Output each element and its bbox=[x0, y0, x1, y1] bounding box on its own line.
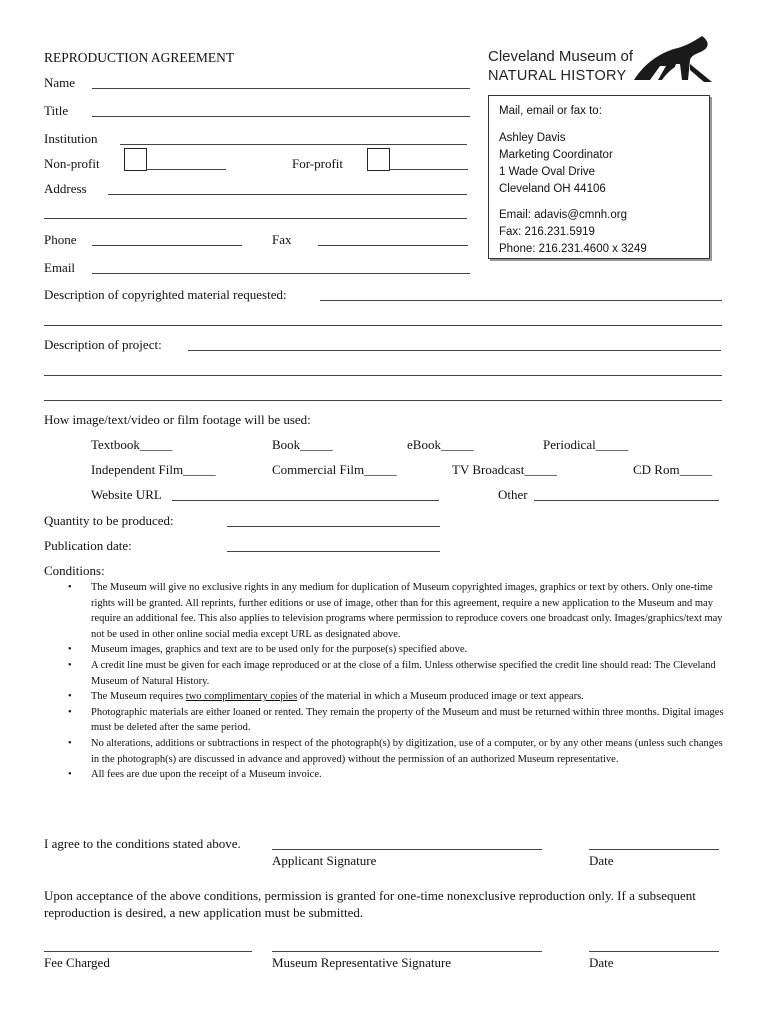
contact-header: Mail, email or fax to: bbox=[499, 105, 602, 117]
fax-label: Fax bbox=[272, 232, 292, 247]
contact-name: Ashley Davis bbox=[499, 132, 566, 144]
condition-text: Photographic materials are either loaned or rented. They remain the property of the Museum and must be returned within three months. Digital images must be deleted after the same period. bbox=[91, 706, 724, 734]
contact-box bbox=[488, 95, 710, 259]
page-title: REPRODUCTION AGREEMENT bbox=[44, 50, 235, 65]
publication-date-field[interactable] bbox=[227, 551, 440, 552]
name-field[interactable] bbox=[92, 88, 470, 89]
condition-text: All fees are due upon the receipt of a Museum invoice. bbox=[91, 769, 322, 781]
address-label: Address bbox=[44, 181, 87, 196]
applicant-signature-label: Applicant Signature bbox=[272, 853, 377, 868]
contact-fax: Fax: 216.231.5919 bbox=[499, 226, 595, 238]
condition-item bbox=[66, 705, 726, 736]
condition-text: The Museum will give no exclusive rights in any medium for duplication of Museum copyrighted images, graphics or text by others. Only one-time rights will be granted. All reprints, further editions or use of image, other than for this agreement, require a new application to the Museum and may require an additional fee. This also applies to television programs where permission to reproduce covers one broadcast only. Images/graphics/text may not be used in other online social media except URL as designated above. bbox=[91, 582, 723, 640]
title-field[interactable] bbox=[92, 116, 470, 117]
quantity-field[interactable] bbox=[227, 526, 440, 527]
conditions-list bbox=[66, 580, 726, 783]
museum-date-label: Date bbox=[589, 955, 614, 970]
project-field-1[interactable] bbox=[188, 350, 721, 351]
usage-cd-rom[interactable]: CD Rom_____ bbox=[633, 462, 713, 477]
fee-charged-label: Fee Charged bbox=[44, 955, 110, 970]
usage-independent-film[interactable]: Independent Film_____ bbox=[91, 462, 216, 477]
name-label: Name bbox=[44, 75, 76, 90]
applicant-date-field[interactable] bbox=[589, 849, 719, 850]
condition-item bbox=[66, 658, 726, 689]
condition-item bbox=[66, 767, 726, 783]
institution-label: Institution bbox=[44, 131, 98, 146]
logo-line-1: Cleveland Museum of bbox=[488, 48, 634, 65]
usage-commercial-film[interactable]: Commercial Film_____ bbox=[272, 462, 397, 477]
condition-item bbox=[66, 689, 726, 705]
phone-field[interactable] bbox=[92, 245, 242, 246]
fee-charged-field[interactable] bbox=[44, 951, 252, 952]
email-field[interactable] bbox=[92, 273, 470, 274]
address-field-2[interactable] bbox=[44, 218, 467, 219]
condition-text: Museum images, graphics and text are to be used only for the purpose(s) specified above. bbox=[91, 644, 468, 656]
condition-item bbox=[66, 580, 726, 642]
contact-street: 1 Wade Oval Drive bbox=[499, 166, 596, 178]
acceptance-paragraph: Upon acceptance of the above conditions, permission is granted for one-time nonexclusive reproduction only. If a subsequent reproduction is desired, a new application must be submitted. bbox=[44, 888, 696, 920]
project-field-3[interactable] bbox=[44, 400, 722, 401]
condition-text: of the material in which a Museum produced image or text appears. bbox=[297, 691, 584, 703]
fax-field[interactable] bbox=[318, 245, 468, 246]
applicant-date-label: Date bbox=[589, 853, 614, 868]
condition-text: No alterations, additions or subtractions in respect of the photograph(s) by digitization, use of a computer, or by any other means (unless such changes in the photograph(s) are discussed in advance and approved) without the permission of an authorized Museum representative. bbox=[91, 737, 723, 765]
nonprofit-checkbox[interactable] bbox=[124, 148, 147, 171]
usage-label: How image/text/video or film footage will be used: bbox=[44, 412, 311, 427]
usage-textbook[interactable]: Textbook_____ bbox=[91, 437, 173, 452]
dinosaur-logo-icon bbox=[630, 34, 718, 86]
condition-underlined-text: two complimentary copies bbox=[185, 691, 298, 703]
contact-email: Email: adavis@cmnh.org bbox=[499, 209, 627, 221]
email-label: Email bbox=[44, 260, 76, 275]
contact-role: Marketing Coordinator bbox=[499, 149, 613, 161]
forprofit-label: For-profit bbox=[292, 156, 344, 171]
usage-periodical[interactable]: Periodical_____ bbox=[543, 437, 629, 452]
condition-item bbox=[66, 642, 726, 658]
condition-item bbox=[66, 736, 726, 767]
usage-ebook[interactable]: eBook_____ bbox=[407, 437, 474, 452]
copyrighted-label: Description of copyrighted material requested: bbox=[44, 287, 287, 302]
copyrighted-field-1[interactable] bbox=[320, 300, 722, 301]
title-label: Title bbox=[44, 103, 69, 118]
institution-field[interactable] bbox=[120, 144, 467, 145]
museum-signature-field[interactable] bbox=[272, 951, 542, 952]
forprofit-checkbox[interactable] bbox=[367, 148, 390, 171]
contact-phone: Phone: 216.231.4600 x 3249 bbox=[499, 243, 647, 255]
phone-label: Phone bbox=[44, 232, 77, 247]
usage-tv-broadcast[interactable]: TV Broadcast_____ bbox=[452, 462, 557, 477]
website-url-field[interactable] bbox=[172, 500, 439, 501]
museum-signature-label: Museum Representative Signature bbox=[272, 955, 452, 970]
logo-line-2: NATURAL HISTORY bbox=[488, 68, 627, 84]
nonprofit-field[interactable] bbox=[146, 169, 226, 170]
project-label: Description of project: bbox=[44, 337, 162, 352]
contact-city: Cleveland OH 44106 bbox=[499, 183, 606, 195]
address-field-1[interactable] bbox=[108, 194, 467, 195]
usage-website-label: Website URL bbox=[91, 487, 162, 502]
museum-date-field[interactable] bbox=[589, 951, 719, 952]
usage-book[interactable]: Book_____ bbox=[272, 437, 333, 452]
publication-date-label: Publication date: bbox=[44, 538, 132, 553]
quantity-label: Quantity to be produced: bbox=[44, 513, 174, 528]
other-field[interactable] bbox=[534, 500, 719, 501]
usage-other-label: Other bbox=[498, 487, 528, 502]
forprofit-field[interactable] bbox=[389, 169, 468, 170]
applicant-signature-field[interactable] bbox=[272, 849, 542, 850]
condition-text: The Museum requires bbox=[91, 691, 186, 703]
condition-text: A credit line must be given for each image reproduced or at the close of a film. Unless otherwise specified the credit line should read: The Cleveland Museum of Natural History. bbox=[91, 659, 716, 687]
agree-statement: I agree to the conditions stated above. bbox=[44, 836, 241, 851]
copyrighted-field-2[interactable] bbox=[44, 325, 722, 326]
project-field-2[interactable] bbox=[44, 375, 722, 376]
conditions-label: Conditions: bbox=[44, 563, 105, 578]
nonprofit-label: Non-profit bbox=[44, 156, 100, 171]
